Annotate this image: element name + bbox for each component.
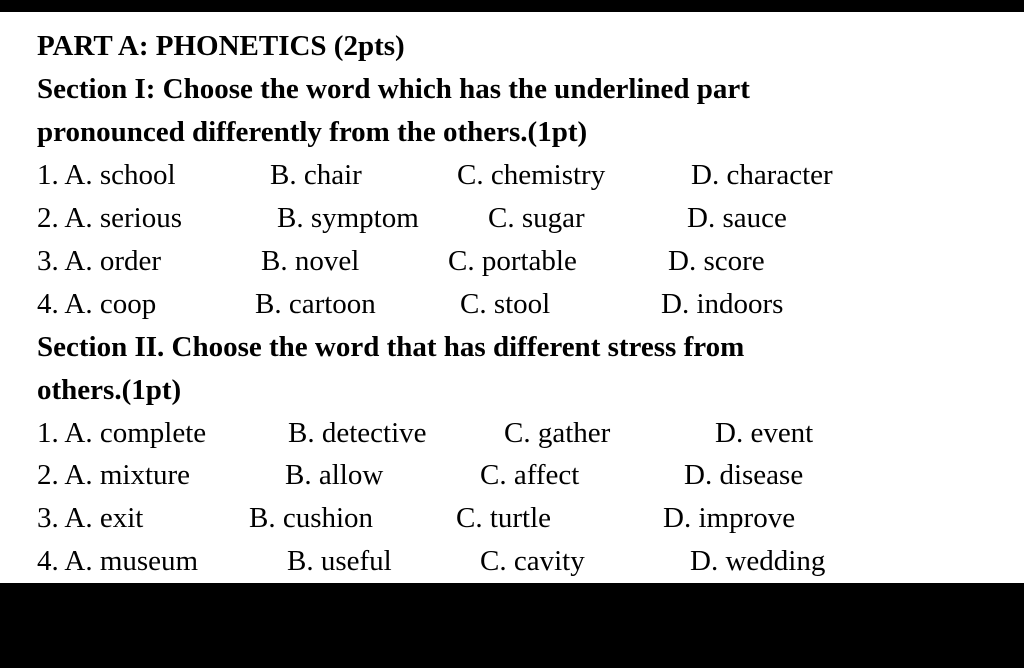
option-c: C. cavity bbox=[480, 545, 585, 577]
option-a: 2. A. serious bbox=[37, 202, 182, 234]
option-a: 2. A. mixture bbox=[37, 459, 191, 491]
option-a: 3. A. exit bbox=[37, 502, 144, 534]
option-d: D. indoors bbox=[661, 288, 784, 320]
option-a: 4. A. museum bbox=[37, 545, 199, 577]
option-b: B. cartoon bbox=[255, 288, 376, 320]
option-c: C. gather bbox=[504, 417, 611, 449]
option-d: D. event bbox=[715, 417, 814, 449]
option-c: C. portable bbox=[448, 245, 577, 277]
option-c: C. sugar bbox=[488, 202, 585, 234]
section1-title-line1: Section I: Choose the word which has the underlined part bbox=[37, 73, 750, 105]
option-b: B. useful bbox=[287, 545, 392, 577]
option-b: B. chair bbox=[270, 159, 362, 191]
section2-title-line2: others.(1pt) bbox=[37, 374, 182, 406]
option-c: C. affect bbox=[480, 459, 580, 491]
part-title: PART A: PHONETICS (2pts) bbox=[37, 30, 405, 62]
option-b: B. cushion bbox=[249, 502, 374, 534]
option-a: 4. A. coop bbox=[37, 288, 157, 320]
option-d: D. sauce bbox=[687, 202, 787, 234]
option-a: 3. A. order bbox=[37, 245, 162, 277]
section2-title-line1: Section II. Choose the word that has different stress from bbox=[37, 331, 745, 363]
option-c: C. turtle bbox=[456, 502, 552, 534]
option-b: B. novel bbox=[261, 245, 360, 277]
option-b: B. detective bbox=[288, 417, 427, 449]
option-d: D. wedding bbox=[690, 545, 826, 577]
option-d: D. character bbox=[691, 159, 833, 191]
option-a: 1. A. school bbox=[37, 159, 176, 191]
option-b: B. symptom bbox=[277, 202, 419, 234]
option-b: B. allow bbox=[285, 459, 384, 491]
option-a: 1. A. complete bbox=[37, 417, 207, 449]
option-d: D. score bbox=[668, 245, 765, 277]
worksheet-page bbox=[0, 12, 1024, 583]
option-d: D. improve bbox=[663, 502, 796, 534]
option-d: D. disease bbox=[684, 459, 804, 491]
option-c: C. stool bbox=[460, 288, 551, 320]
option-c: C. chemistry bbox=[457, 159, 606, 191]
section1-title-line2: pronounced differently from the others.(1pt) bbox=[37, 116, 588, 148]
